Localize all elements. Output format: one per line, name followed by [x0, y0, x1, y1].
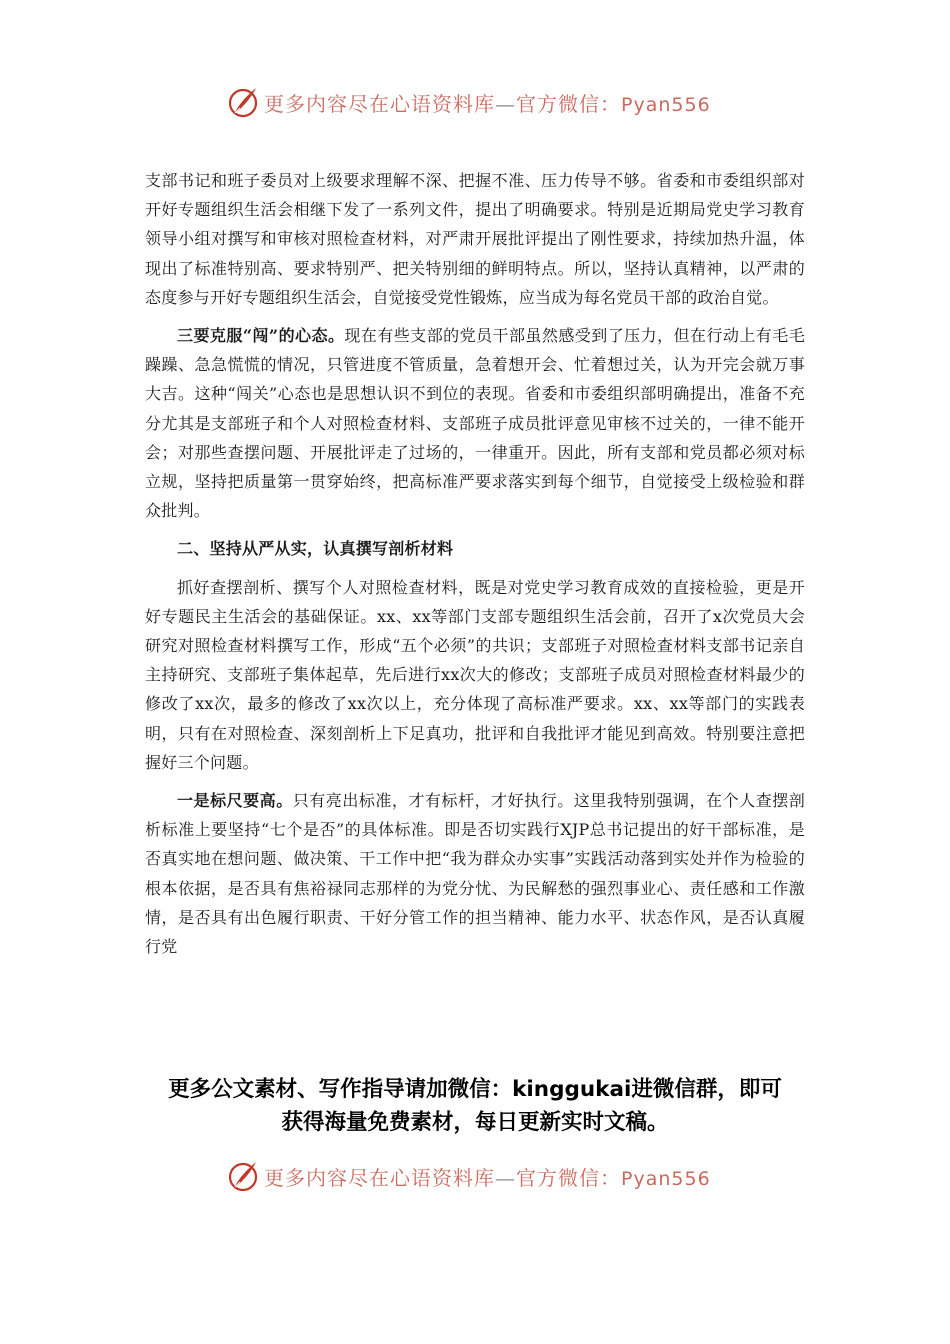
quill-pen-circle-icon	[226, 1158, 262, 1194]
paragraph-4-lead: 一是标尺要高。	[177, 791, 293, 811]
quill-pen-circle-icon	[226, 84, 262, 120]
watermark-slogan: 更多内容尽在心语资料库	[264, 91, 495, 116]
header-watermark	[226, 84, 746, 120]
paragraph-2-lead: 三要克服“闯”的心态。	[177, 326, 345, 346]
paragraph-2	[145, 321, 805, 525]
watermark-slogan: 更多内容尽在心语资料库	[264, 1165, 495, 1190]
watermark-wechat-id: Pyan556	[621, 1167, 711, 1190]
footer-watermark	[226, 1158, 746, 1194]
paragraph-3: 抓好查摆剖析、撰写个人对照检查材料，既是对党史学习教育成效的直接检验，更是开好专题民主生活会的基础保证。xx、xx等部门支部专题组织生活会前，召开了x次党员大会研究对照检查材料撰写工作，形成“五个必须”的共识；支部班子对照检查材料支部书记亲自主持研究、支部班子集体起草，先后进行xx次大的修改；支部班子成员对照检查材料最少的修改了xx次，最多的修改了xx次以上，充分体现了高标准严要求。xx、xx等部门的实践表明，只有在对照检查、深刻剖析上下足真功，批评和自我批评才能见到高效。特别要注意把握好三个问题。	[145, 577, 805, 772]
watermark-separator: —	[495, 1165, 516, 1190]
document-body	[145, 166, 805, 961]
promo-line-2: 获得海量免费素材，每日更新实时文稿。	[281, 1110, 669, 1135]
watermark-wechat-id: Pyan556	[621, 93, 711, 116]
promo-banner	[140, 1073, 810, 1139]
watermark-text	[264, 1162, 711, 1191]
paragraph-4-text: 只有亮出标准，才有标杆，才好执行。这里我特别强调，在个人查摆剖析标准上要坚持“七个是否”的具体标准。即是否切实践行XJP总书记提出的好干部标准，是否真实地在想问题、做决策、干工作中把“我为群众办实事”实践活动落到实处并作为检验的根本依据，是否具有焦裕禄同志那样的为党分忧、为民解愁的强烈事业心、责任感和工作激情，是否具有出色履行职责、干好分管工作的担当精神、能力水平、状态作风，是否认真履行党	[145, 791, 805, 957]
paragraph-4	[145, 786, 805, 961]
watermark-separator: —	[495, 91, 516, 116]
section-heading: 二、坚持从严从实，认真撰写剖析材料	[177, 539, 454, 559]
watermark-label: 官方微信：	[516, 1165, 621, 1190]
promo-line-1: 更多公文素材、写作指导请加微信：kinggukai进微信群，即可	[168, 1077, 782, 1102]
watermark-text	[264, 88, 711, 117]
watermark-label: 官方微信：	[516, 91, 621, 116]
paragraph-1: 支部书记和班子委员对上级要求理解不深、把握不准、压力传导不够。省委和市委组织部对开好专题组织生活会相继下发了一系列文件，提出了明确要求。特别是近期局党史学习教育领导小组对撰写和审核对照检查材料，对严肃开展批评提出了刚性要求，持续加热升温，体现出了标准特别高、要求特别严、把关特别细的鲜明特点。所以，坚持认真精神，以严肃的态度参与开好专题组织生活会，自觉接受党性锻炼，应当成为每名党员干部的政治自觉。	[145, 171, 805, 307]
paragraph-2-text: 现在有些支部的党员干部虽然感受到了压力，但在行动上有毛毛躁躁、急急慌慌的情况，只管进度不管质量，急着想开会、忙着想过关，认为开完会就万事大吉。这种“闯关”心态也是思想认识不到位的表现。省委和市委组织部明确提出，准备不充分尤其是支部班子和个人对照检查材料、支部班子成员批评意见审核不过关的，一律不能开会；对那些查摆问题、开展批评走了过场的，一律重开。因此，所有支部和党员都必须对标立规，坚持把质量第一贯穿始终，把高标准严要求落实到每个细节，自觉接受上级检验和群众批判。	[145, 326, 805, 521]
